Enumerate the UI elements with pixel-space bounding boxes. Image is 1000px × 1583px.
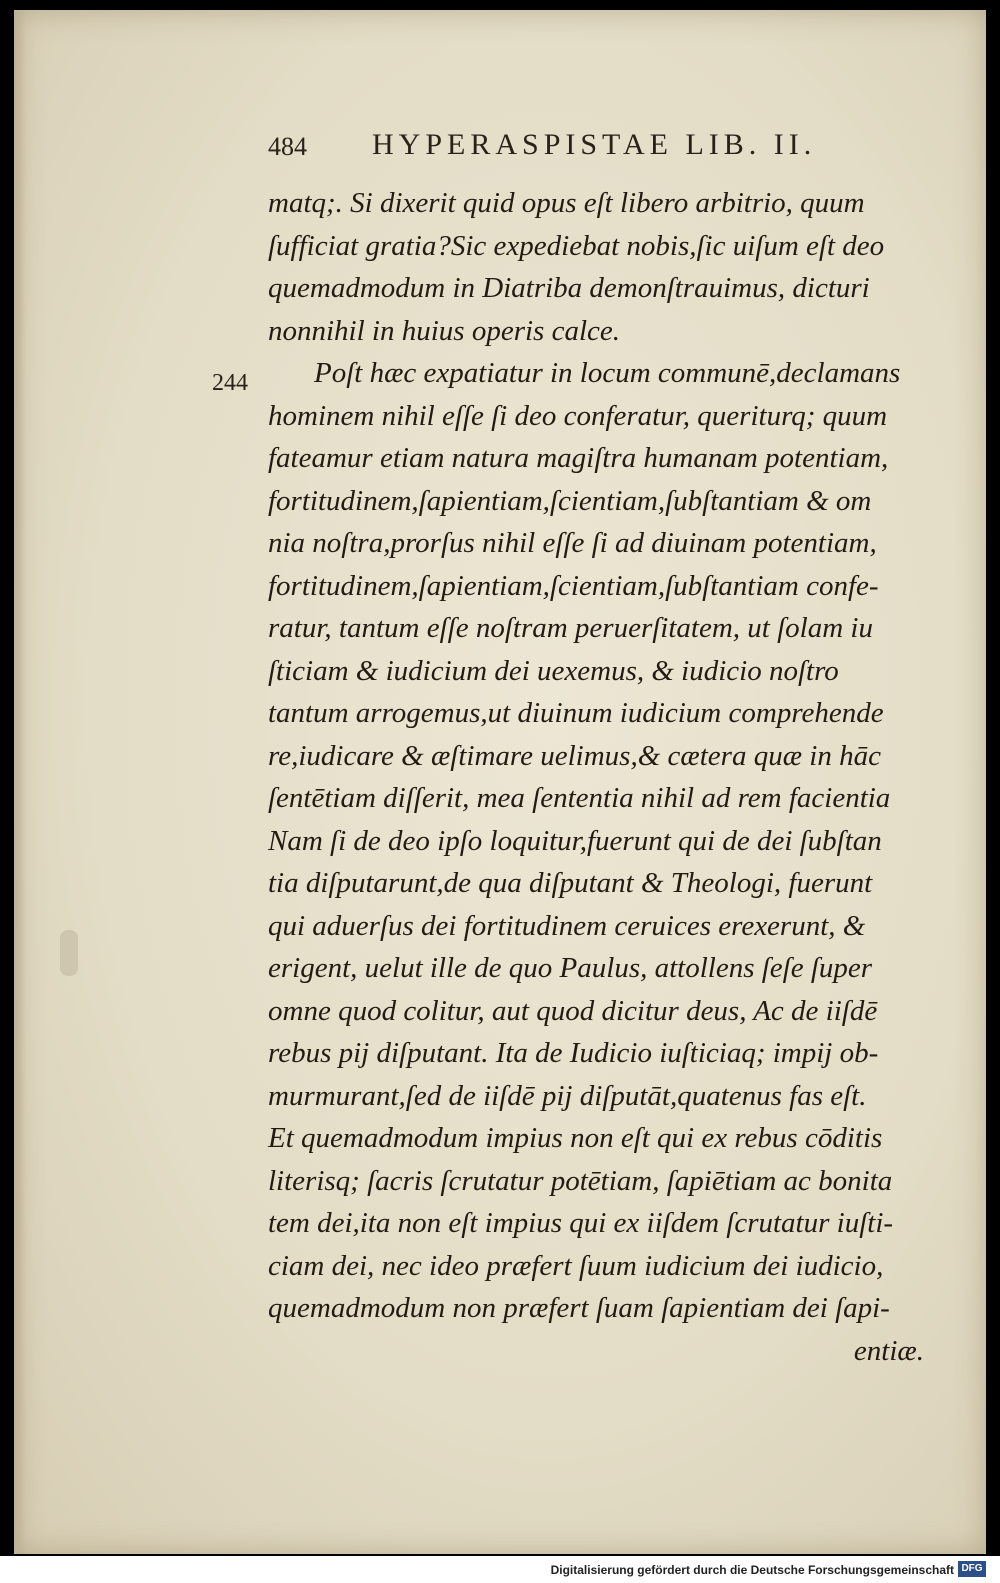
body-text [268,182,940,1372]
text-line: rebus pij diſputant. Ita de Iudicio iuſticiaq; impij ob- [268,1037,879,1069]
text-line: fortitudinem,ſapientiam,ſcientiam,ſubſtantiam confe- [268,569,879,602]
text-line: ciam dei, nec ideo præfert ſuum iudicium dei iudicio, [268,1249,884,1282]
text-line: quemadmodum non præfert ſuam ſapientiam dei ſapi- [268,1292,890,1324]
text-line: ſufficiat gratia?Sic expediebat nobis,ſic uiſum eſt deo [268,229,885,262]
footer-credit: Digitalisierung gefördert durch die Deutsche Forschungsgemeinschaft [550,1563,954,1577]
dfg-logo: DFG [958,1561,986,1577]
text-line: ſentētiam diſſerit, mea ſententia nihil ad rem facientia [268,782,891,814]
text-line: fateamur etiam natura magiſtra humanam potentiam, [268,442,889,474]
text-line: tem dei,ita non eſt impius qui ex iiſdem ſcrutatur iuſti- [268,1207,894,1239]
text-line: nonnihil in huius operis calce. [268,314,620,347]
text-line: erigent, uelut ille de quo Paulus, attollens ſeſe ſuper [268,952,873,984]
text-line: ratur, tantum eſſe noſtram peruerſitatem, ut ſolam iu [268,612,873,644]
text-line: nia noſtra,prorſus nihil eſſe ſi ad diuinam potentiam, [268,527,877,559]
text-line: matq;. Si dixerit quid opus eſt libero arbitrio, quum [268,187,865,219]
text-line: hominem nihil eſſe ſi deo conferatur, queriturq; quum [268,399,888,432]
margin-note: 244 [212,370,248,396]
text-line: literisq; ſacris ſcrutatur potētiam, ſapiētiam ac bonita [268,1164,893,1197]
page-gutter-shadow [14,10,26,1554]
text-line: qui aduerſus dei fortitudinem ceruices erexerunt, & [268,909,866,942]
paper-stain [60,930,78,976]
running-head: HYPERASPISTAE LIB. II. [372,128,817,161]
page-header [268,128,908,168]
text-line: murmurant,ſed de iiſdē pij diſputāt,quatenus fas eſt. [268,1079,867,1112]
page-number: 484 [268,132,307,161]
text-line: tantum arrogemus,ut diuinum iudicium comprehende [268,697,884,729]
text-line: Nam ſi de deo ipſo loquitur,fuerunt qui de dei ſubſtan [268,824,882,857]
text-line: Poſt hæc expatiatur in locum communē,declamans [314,357,901,389]
text-line: fortitudinem,ſapientiam,ſcientiam,ſubſtantiam & om [268,484,872,517]
text-line: entiæ. [853,1334,924,1367]
text-line: tia diſputarunt,de qua diſputant & Theologi, fuerunt [268,867,873,899]
text-line: Et quemadmodum impius non eſt qui ex rebus cōditis [268,1122,883,1154]
text-line: quemadmodum in Diatriba demonſtrauimus, dicturi [268,272,870,304]
text-line: omne quod colitur, aut quod dicitur deus, Ac de iiſdē [268,994,878,1027]
text-line: re,iudicare & æſtimare uelimus,& cætera quæ in hāc [268,739,881,772]
text-line: ſticiam & iudicium dei uexemus, & iudicio noſtro [268,654,839,687]
